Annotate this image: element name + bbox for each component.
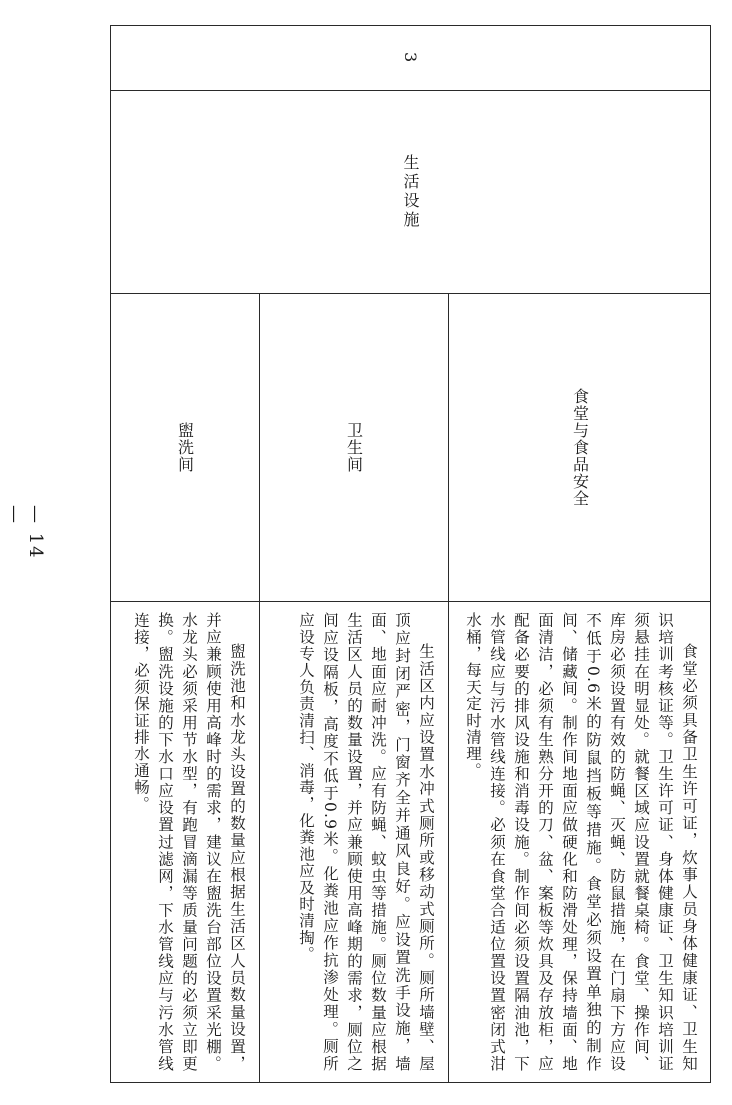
requirement-text: 食堂必须具备卫生许可证，炊事人员身体健康证、卫生知识培训考核证等。卫生许可证、身体健康证、卫生知识培训证须悬挂在明显处。就餐区域应设置就餐桌椅。食堂、操作间、库房必须设置有效的防蝇、灭蝇、防鼠措施，在门扇下方应设不低于0.6米的防鼠挡板等措施。食堂必须设置单独的制作间、储藏间。制作间地面应做硬化和防滑处理，保持墙面、地面清洁，必须有生熟分开的刀、盆、案板等炊具及存放柜，应配备必要的排风设施和消毒设施。制作间必须设置隔油池，下水管线应与污水管线连接。必须在食堂合适位置设置密闭式泔水桶，每天定时清理。 [464, 612, 698, 1072]
item-label-cell [449, 294, 711, 601]
requirement-cell [260, 602, 448, 1083]
item-label: 卫生间 [344, 422, 364, 473]
requirement-text: 盥洗池和水龙头设置的数量应根据生活区人员数量设置，并应兼顾使用高峰时的需求，建议在盥洗台部位设置采光棚。水龙头必须采用节水型，有跑冒滴漏等质量问题的必须立即更换。盥洗设施的下水口应设置过滤网，下水管线应与污水管线连接，必须保证排水通畅。 [132, 612, 246, 1072]
page-number-text: — 14 — [4, 505, 46, 560]
section-number: 3 [401, 52, 420, 64]
requirement-cell [449, 602, 711, 1083]
section-category: 生活设施 [401, 154, 420, 230]
item-label: 食堂与食品安全 [570, 388, 590, 507]
requirement-text: 生活区内应设置水冲式厕所或移动式厕所。厕所墙壁、屋顶应封闭严密，门窗齐全并通风良好。应设置洗手设施，墙面、地面应耐冲洗。应有防蝇、蚊虫等措施。厕位数量应根据生活区人员的数量设置，并应兼顾使用高峰期的需求，厕位之间应设隔板，高度不低于0.9米。化粪池应作抗渗处理。厕所应设专人负责清扫、消毒，化粪池应及时清掏。 [297, 612, 435, 1072]
item-label: 盥洗间 [175, 422, 195, 473]
requirement-cell [111, 602, 259, 1083]
item-label-cell [260, 294, 448, 601]
section-number-cell [111, 26, 710, 90]
page-number [5, 505, 45, 585]
item-label-cell [111, 294, 259, 601]
section-category-cell [111, 91, 710, 293]
